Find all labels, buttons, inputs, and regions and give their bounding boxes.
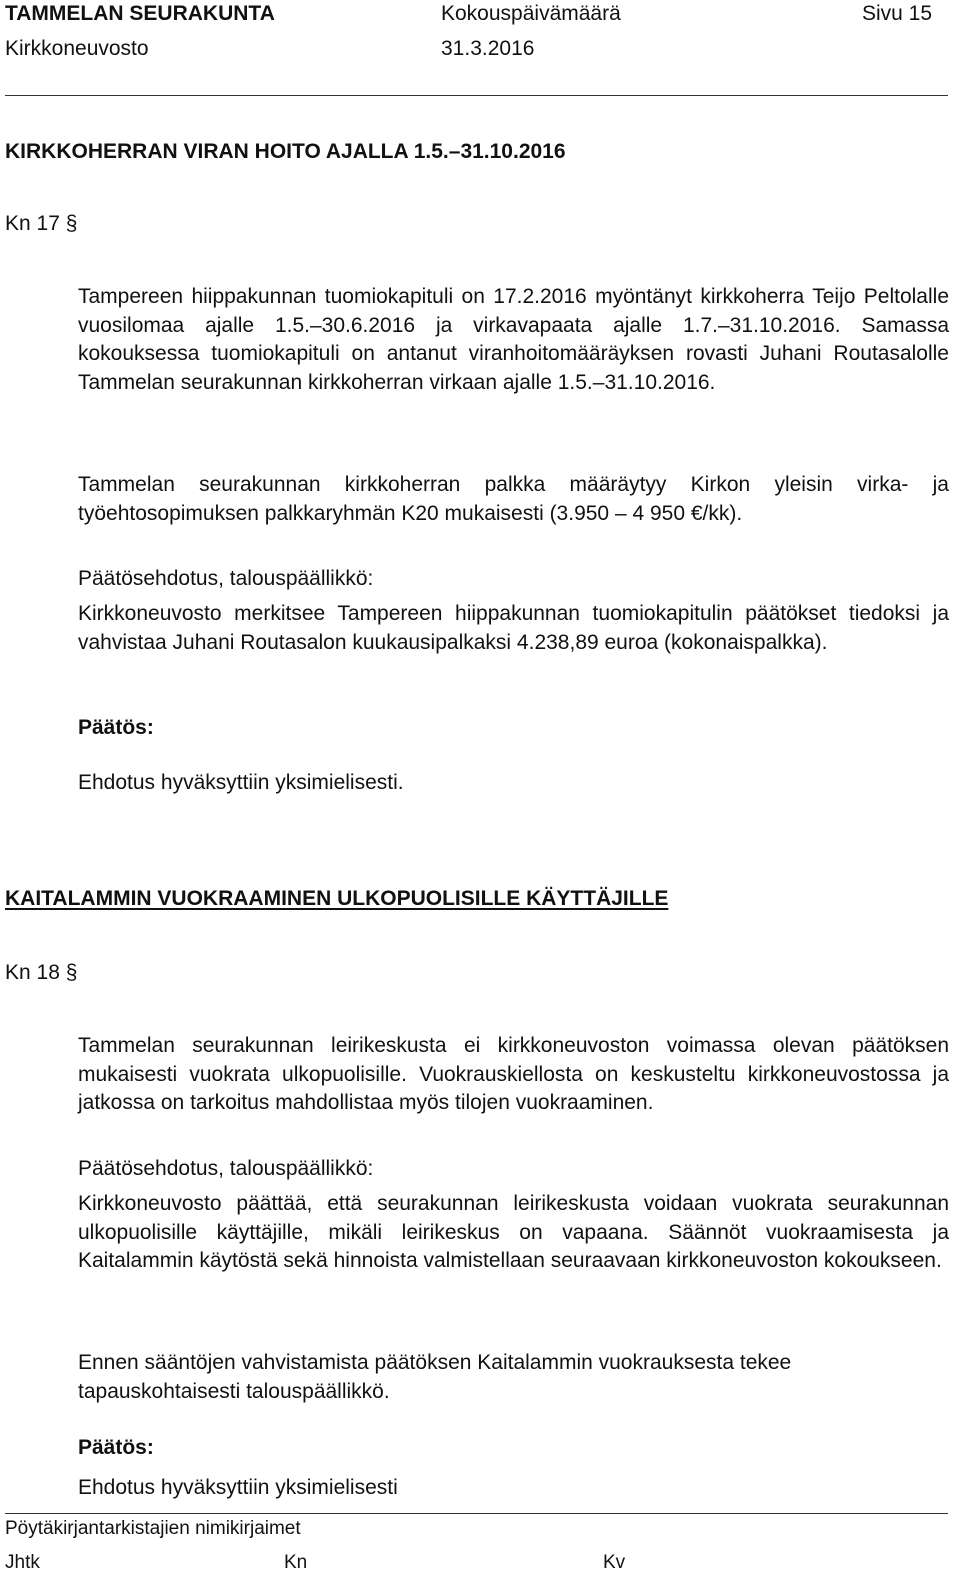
proposal-label: Päätösehdotus, talouspäällikkö:: [78, 1157, 374, 1180]
decision-label: Päätös:: [78, 716, 154, 739]
paragraph: Tammelan seurakunnan kirkkoherran palkka määräytyy Kirkon yleisin virka- ja työehtosopimuksen palkkaryhmän K20 mukaisesti (3.950 – 4 950 €/kk).: [78, 473, 949, 525]
paragraph: Tampereen hiippakunnan tuomiokapituli on 17.2.2016 myöntänyt kirkkoherra Teijo Peltolalle vuosilomaa ajalle 1.5.–30.6.2016 ja virkavapaata ajalle 1.7.–31.10.2016. Samassa kokouksessa tuomiokapituli on antanut viranhoitomääräyksen rovasti Juhani Routasalolle Tammelan seurakunnan kirkkoherran virkaan ajalle 1.5.–31.10.2016.: [78, 285, 949, 394]
section-number: Kn 18 §: [5, 961, 78, 984]
paragraph: Ennen sääntöjen vahvistamista päätöksen Kaitalammin vuokrauksesta tekee tapauskohtaisesti talouspäällikkö.: [78, 1351, 792, 1403]
section-title: KAITALAMMIN VUOKRAAMINEN ULKOPUOLISILLE KÄYTTÄJILLE: [5, 887, 669, 910]
decision-label: Päätös:: [78, 1436, 154, 1459]
section-number: Kn 17 §: [5, 212, 78, 235]
decision-text: Ehdotus hyväksyttiin yksimielisesti: [78, 1476, 398, 1499]
paragraph: Tammelan seurakunnan leirikeskusta ei kirkkoneuvoston voimassa olevan päätöksen mukaisesti vuokrata ulkopuolisille. Vuokrauskiellosta on keskusteltu kirkkoneuvostossa ja jatkossa on tarkoitus mahdollistaa myös tilojen vuokraaminen.: [78, 1034, 949, 1115]
section-title: KIRKKOHERRAN VIRAN HOITO AJALLA 1.5.–31.10.2016: [5, 140, 566, 163]
initials-kv: Kv: [603, 1552, 626, 1573]
proposal-text: Kirkkoneuvosto päättää, että seurakunnan leirikeskusta voidaan vuokrata seurakunnan ulkopuolisille käyttäjille, mikäli leirikeskus on vapaana. Säännöt vuokraamisesta ja Kaitalammin käytöstä sekä hinnoista valmistellaan seuraavaan kirkkoneuvoston kokoukseen.: [78, 1192, 949, 1273]
proposal-label: Päätösehdotus, talouspäällikkö:: [78, 567, 374, 590]
meeting-body: Kirkkoneuvosto: [5, 37, 149, 60]
initials-kn: Kn: [284, 1552, 308, 1573]
footer-label: Pöytäkirjantarkistajien nimikirjaimet: [5, 1518, 301, 1539]
initials-jhtk: Jhtk: [5, 1552, 40, 1573]
header-divider: [5, 95, 948, 96]
decision-text: Ehdotus hyväksyttiin yksimielisesti.: [78, 771, 404, 794]
proposal-text: Kirkkoneuvosto merkitsee Tampereen hiippakunnan tuomiokapitulin päätökset tiedoksi ja vahvistaa Juhani Routasalon kuukausipalkaksi 4.238,89 euroa (kokonaispalkka).: [78, 602, 949, 654]
doc-type-label: Kokouspäivämäärä: [441, 2, 621, 25]
org-name: TAMMELAN SEURAKUNTA: [5, 2, 275, 25]
footer-divider: [5, 1513, 948, 1514]
meeting-date: 31.3.2016: [441, 37, 535, 60]
page-number: Sivu 15: [862, 2, 933, 25]
